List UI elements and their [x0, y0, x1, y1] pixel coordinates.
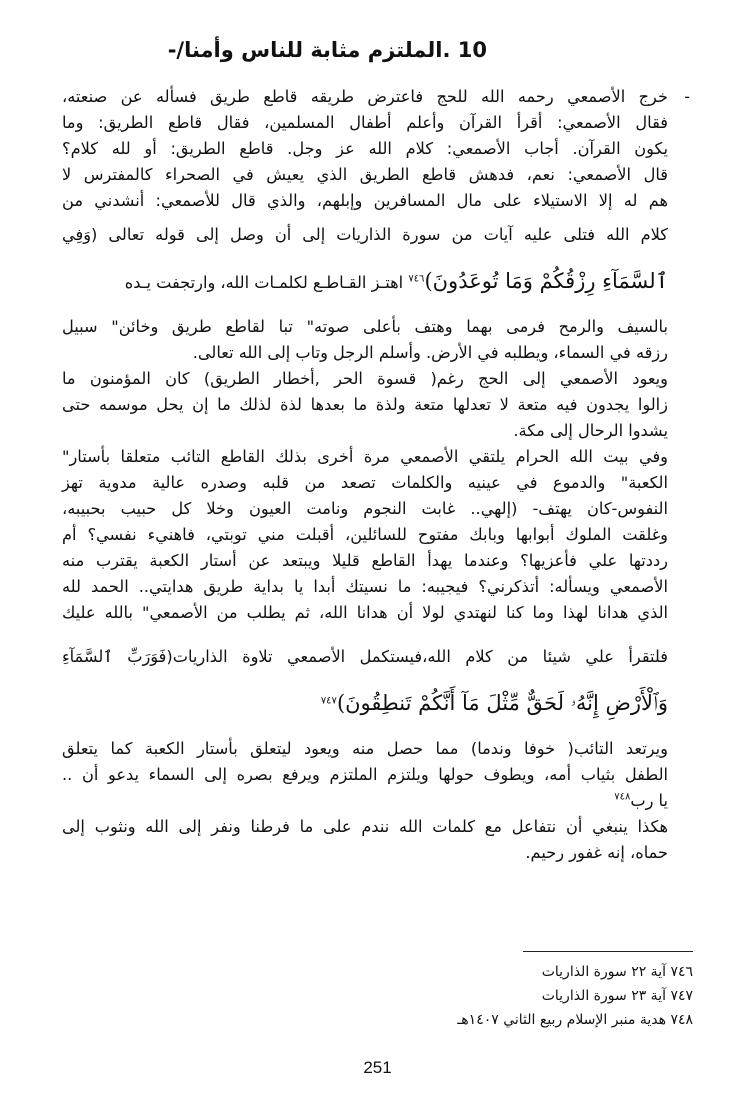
verse-text: وَٱلْأَرْضِ إِنَّهُۥ لَحَقٌّ مِّثْلَ مَآ أَنَّكُمْ تَنطِقُونَ) [336, 691, 668, 715]
quran-verse-1 [62, 266, 668, 296]
paragraph-dash: - [684, 87, 690, 106]
paragraph-1 [62, 84, 690, 214]
footnote-ref: ٧٤٦ [408, 273, 425, 285]
footnotes [457, 960, 693, 1032]
text-line: رددتها علي فأعزيها؟ وعندما يهدأ القاطع قليلا ويبتعد عن أستار الكعبة يقترب منه [62, 551, 668, 570]
body-text [62, 84, 690, 866]
text-line: وغلقت الملوك أبوابها وبابك مفتوح للسائلين، أقبلت مني توبتي، فاهنيء نفسي؟ أم [62, 525, 668, 544]
text-line: وفي بيت الله الحرام يلتقي الأصمعي مرة أخرى بذلك القاطع التائب متعلقا بأستار" [62, 447, 668, 466]
text-line: حماه، إنه غفور رحيم. [525, 843, 668, 862]
text-line: ويعود الأصمعي إلى الحج رغم( قسوة الحر ,أخطار الطريق) كان المؤمنون ما [62, 369, 668, 388]
text-line: فلتقرأ علي شيئا من كلام الله،فيستكمل الأصمعي تلاوة الذاريات(فَوَرَبِّ ٱلسَّمَآءِ [62, 647, 668, 666]
text-line: ويرتعد التائب( خوفا وندما) مما حصل منه ويعود ليتعلق بأستار الكعبة كما يتعلق [62, 739, 668, 758]
text-line: النفوس-كان يهتف- (إلهي.. غابت النجوم ونامت العيون وخلا كل حبيب بحبيبه، [62, 499, 668, 518]
footnote: ٧٤٦ آية ٢٢ سورة الذاريات [541, 964, 693, 980]
verse-text: ٱلسَّمَآءِ رِزْقُكُمْ وَمَا تُوعَدُونَ) [424, 269, 668, 293]
text-line: يا رب [630, 791, 668, 810]
text-line: هم له إلا الاستيلاء على مال المسافرين وإبلهم، والذي قال للأصمعي: أنشدني من [62, 191, 668, 210]
section-heading: 10 .الملتزم مثابة للناس وأمنا/- [167, 38, 487, 62]
footnote: ٧٤٧ آية ٢٣ سورة الذاريات [541, 988, 693, 1004]
text-line: خرج الأصمعي رحمه الله للحج فاعترض طريقه قاطع طريق فسأله عن صنعته، [62, 87, 668, 106]
paragraph-2 [62, 222, 668, 248]
paragraph-5 [62, 736, 668, 814]
text-line: بالسيف والرمح فرمى بهما وهتف بأعلى صوته" تبا لقاطع طريق وخائن" سبيل [62, 317, 668, 336]
text-line: زالوا يجدون فيه متعة لا تعدلها متعة ولذة ما بعدها لذة لذلك ما إن يحل موسمه حتى [62, 395, 668, 414]
text-line: الذي هدانا لهذا وما كنا لنهتدي لولا أن هدانا الله، ثم يطلب من الأصمعي" بالله عليك [62, 603, 668, 622]
text-line: اهتـز القـاطـع لكلمـات الله، وارتجفت يـده [124, 273, 409, 292]
footnote-ref: ٧٤٧ [320, 695, 337, 707]
footnote-ref: ٧٤٨ [614, 791, 631, 803]
text-line: الطفل بثياب أمه، ويطوف حولها ويلتزم الملتزم ويرفع بصره إلى السماء يدعو أن .. [62, 765, 668, 784]
text-line: يكون القرآن. أجاب الأصمعي: كلام الله عز وجل. قاطع الطريق: أو لله كلام؟ [62, 139, 668, 158]
text-line: يشدوا الرحال إلى مكة. [513, 421, 668, 440]
footnote-divider [523, 951, 693, 952]
text-line: رزقه في السماء، ويطلبه في الأرض. وأسلم الرجل وتاب إلى الله تعالى. [192, 343, 668, 362]
text-line: فقال الأصمعي: أقرأ القرآن وأعلم أطفال المسلمين، فقال قاطع الطريق: وما [62, 113, 668, 132]
paragraph-6 [62, 814, 668, 866]
text-line: قال الأصمعي: نعم، فدهش قاطع الطريق الذي يعيش في الصحراء كالمفترس لا [62, 165, 668, 184]
paragraph-3 [62, 314, 668, 626]
text-line: الكعبة" والدموع في عينيه والكلمات تصعد من قلبه وصدره عالية مدوية تهز [62, 473, 668, 492]
page-number: 251 [363, 1058, 392, 1077]
text-line: الأصمعي ويسأله: أتذكرني؟ فيجيبه: ما نسيتك أبدا يا بداية طريق هدايتي.. الحمد لله [62, 577, 668, 596]
paragraph-4 [62, 644, 668, 670]
text-line: هكذا ينبغي أن نتفاعل مع كلمات الله نندم على ما فرطنا ونفر إلى الله ونثوب إلى [62, 817, 668, 836]
text-line: كلام الله فتلى عليه آيات من سورة الذاريات إلى أن وصل إلى قوله تعالى (وَفِي [62, 225, 668, 244]
quran-verse-2 [62, 688, 668, 718]
footnote: ٧٤٨ هدية منبر الإسلام ربيع الثاني ١٤٠٧هـ [457, 1012, 693, 1028]
